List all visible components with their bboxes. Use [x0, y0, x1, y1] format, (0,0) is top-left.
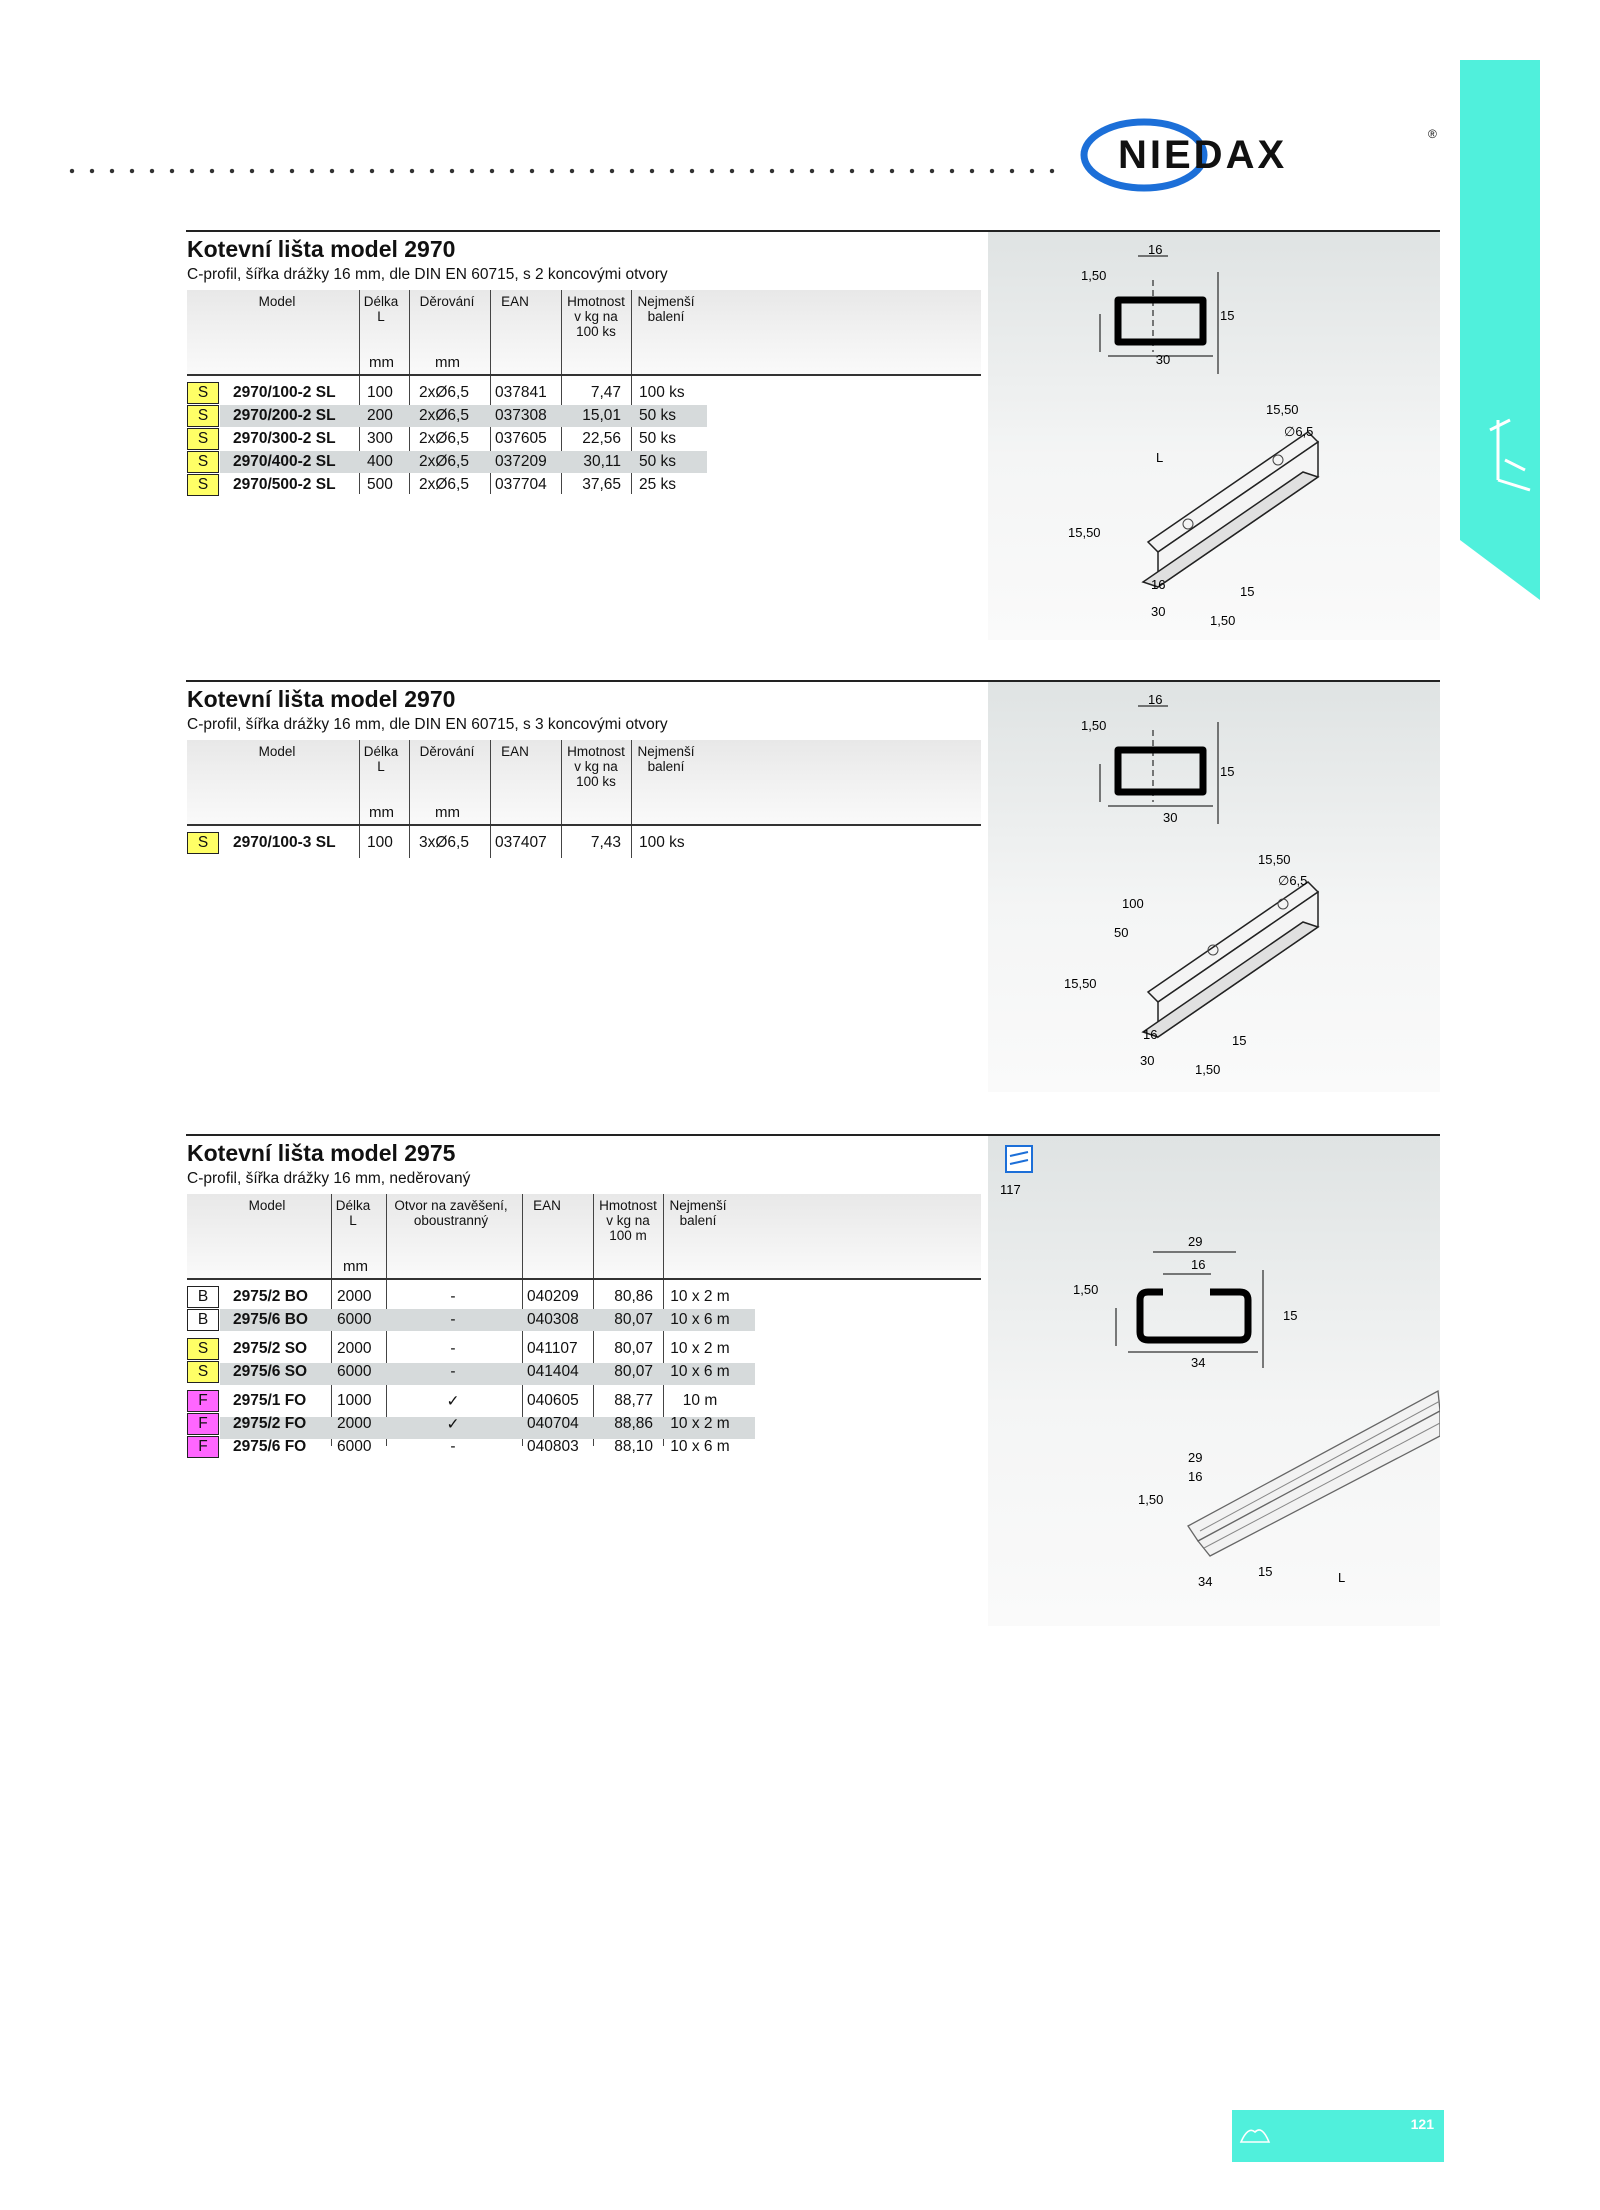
cell-model: 2975/6 BO	[233, 1311, 308, 1328]
cell-packaging: 10 x 2 m	[670, 1288, 730, 1305]
section-3-table-header	[187, 1194, 981, 1280]
cell-length: 400	[367, 453, 393, 470]
iso-d: 15	[1240, 584, 1255, 599]
dim-bottom: 30	[1163, 810, 1178, 825]
iso-b: 15,50	[1068, 525, 1101, 540]
iso-c: 1,50	[1138, 1492, 1164, 1507]
cell-model: 2970/300-2 SL	[233, 430, 336, 447]
cell-perforation: 2xØ6,5	[419, 453, 469, 470]
col-ean: EAN	[533, 1198, 561, 1213]
section-2-table-header	[187, 740, 981, 826]
unit-length: mm	[369, 354, 394, 371]
side-tab	[1460, 60, 1540, 600]
cell-weight: 22,56	[582, 430, 621, 447]
cell-length: 2000	[337, 1415, 372, 1432]
table-row	[187, 451, 981, 473]
code-badge: S	[187, 1361, 219, 1383]
cell-model: 2970/500-2 SL	[233, 476, 336, 493]
dim-top-a: 29	[1188, 1234, 1203, 1249]
table-row	[187, 382, 981, 404]
iso-b: 16	[1188, 1469, 1203, 1484]
iso-b: 15,50	[1064, 976, 1097, 991]
cell-length: 1000	[337, 1392, 372, 1409]
cell-weight: 7,47	[590, 384, 621, 401]
cell-model: 2970/100-3 SL	[233, 834, 336, 851]
cell-packaging: 100 ks	[639, 834, 685, 851]
iso-f: 1,50	[1195, 1062, 1221, 1077]
col-packaging: Nejmenší balení	[669, 1198, 727, 1228]
cell-packaging: 10 x 6 m	[670, 1363, 730, 1380]
table-row	[187, 1436, 981, 1458]
iso-len: L	[1338, 1570, 1346, 1585]
iso-hole: ∅6,5	[1278, 873, 1308, 888]
code-badge: F	[187, 1390, 219, 1412]
col-weight: Hmotnost v kg na 100 ks	[567, 294, 625, 339]
col-weight: Hmotnost v kg na 100 m	[599, 1198, 657, 1243]
col-hanging: Otvor na zavěšení, oboustranný	[394, 1198, 508, 1228]
cell-ean: 037308	[495, 407, 547, 424]
cell-hanging: -	[450, 1363, 456, 1380]
table-row	[187, 405, 981, 427]
section-3-subtitle: C-profil, šířka drážky 16 mm, neděrovaný	[187, 1170, 471, 1187]
table-row	[187, 1338, 981, 1360]
iso-mid: 50	[1114, 925, 1129, 940]
cell-length: 300	[367, 430, 393, 447]
cell-perforation: 2xØ6,5	[419, 430, 469, 447]
unit-perf: mm	[435, 804, 460, 821]
cell-model: 2975/2 SO	[233, 1340, 308, 1357]
cell-perforation: 2xØ6,5	[419, 384, 469, 401]
section-2-title: Kotevní lišta model 2970	[187, 686, 456, 712]
cell-packaging: 50 ks	[639, 453, 677, 470]
col-weight: Hmotnost v kg na 100 ks	[567, 744, 625, 789]
dim-left: 1,50	[1081, 718, 1107, 733]
iso-c: 16	[1143, 1027, 1158, 1042]
col-perforation: Děrování	[419, 294, 475, 309]
section-3-title: Kotevní lišta model 2975	[187, 1140, 456, 1166]
cell-ean: 037605	[495, 430, 547, 447]
cell-hanging: ✓	[446, 1416, 460, 1433]
section-3-drawing-panel	[988, 1136, 1440, 1626]
cell-weight: 88,10	[614, 1438, 653, 1455]
cell-length: 200	[367, 407, 393, 424]
iso-d: 15	[1258, 1564, 1273, 1579]
cell-packaging: 25 ks	[639, 476, 677, 493]
cell-weight: 88,86	[614, 1415, 653, 1432]
cell-ean: 040605	[527, 1392, 579, 1409]
code-badge: S	[187, 832, 219, 854]
cell-hanging: ✓	[446, 1393, 460, 1410]
code-badge: S	[187, 451, 219, 473]
code-badge: F	[187, 1413, 219, 1435]
cell-packaging: 50 ks	[639, 407, 677, 424]
cell-ean: 040704	[527, 1415, 579, 1432]
cell-ean: 041107	[527, 1340, 578, 1357]
cell-hanging: -	[450, 1311, 456, 1328]
cell-length: 500	[367, 476, 393, 493]
cell-ean: 037209	[495, 453, 547, 470]
cell-weight: 7,43	[590, 834, 621, 851]
code-badge: S	[187, 1338, 219, 1360]
col-model: Model	[258, 294, 296, 309]
cell-weight: 80,07	[614, 1363, 653, 1380]
cell-ean: 040803	[527, 1438, 579, 1455]
cell-hanging: -	[450, 1438, 456, 1455]
cell-perforation: 2xØ6,5	[419, 476, 469, 493]
page-number: 121	[1410, 2116, 1434, 2132]
dim-right: 15	[1220, 764, 1235, 779]
section-1-title: Kotevní lišta model 2970	[187, 236, 456, 262]
code-badge: B	[187, 1286, 219, 1308]
cell-model: 2970/200-2 SL	[233, 407, 336, 424]
section-2-drawing-panel	[988, 682, 1440, 1092]
col-length: Délka L	[363, 744, 399, 774]
iso-f: 1,50	[1210, 613, 1236, 628]
cell-weight: 88,77	[614, 1392, 653, 1409]
cell-model: 2975/6 FO	[233, 1438, 307, 1455]
cell-ean: 037841	[495, 384, 547, 401]
iso-e: 30	[1140, 1053, 1155, 1068]
code-badge: S	[187, 405, 219, 427]
cell-model: 2970/100-2 SL	[233, 384, 336, 401]
cell-weight: 80,07	[614, 1340, 653, 1357]
hand-icon	[1238, 2122, 1272, 2148]
dim-bottom: 30	[1155, 352, 1171, 367]
cell-packaging: 10 x 2 m	[670, 1415, 730, 1432]
cell-length: 6000	[337, 1363, 372, 1380]
cell-perforation: 2xØ6,5	[419, 407, 469, 424]
col-perforation: Děrování	[419, 744, 475, 759]
ref-icon	[1006, 1146, 1032, 1172]
code-badge: F	[187, 1436, 219, 1458]
brand-name: NIEDAX	[1118, 133, 1288, 177]
iso-hole: ∅6,5	[1284, 424, 1314, 439]
cell-model: 2970/400-2 SL	[233, 453, 336, 470]
cell-ean: 037407	[495, 834, 547, 851]
cell-packaging: 10 m	[682, 1392, 718, 1409]
cell-ean: 041404	[527, 1363, 579, 1380]
section-2-subtitle: C-profil, šířka drážky 16 mm, dle DIN EN 60715, s 3 koncovými otvory	[187, 716, 668, 733]
registered-mark: ®	[1428, 127, 1437, 141]
col-ean: EAN	[501, 294, 529, 309]
dim-right: 15	[1220, 308, 1235, 323]
cell-length: 2000	[337, 1340, 372, 1357]
unit-perf: mm	[435, 354, 460, 371]
section-1-table-header	[187, 290, 981, 376]
cell-perforation: 3xØ6,5	[419, 834, 469, 851]
iso-a: 15,50	[1258, 852, 1291, 867]
iso-c: 16	[1151, 577, 1166, 592]
cell-ean: 040209	[527, 1288, 579, 1305]
col-model: Model	[248, 1198, 286, 1213]
cell-packaging: 10 x 2 m	[670, 1340, 730, 1357]
table-row	[187, 1390, 981, 1412]
col-model: Model	[258, 744, 296, 759]
table-row	[187, 832, 981, 854]
dim-bottom: 34	[1191, 1355, 1206, 1370]
col-ean: EAN	[501, 744, 529, 759]
cell-hanging: -	[450, 1340, 456, 1357]
cell-length: 6000	[337, 1438, 372, 1455]
cell-weight: 80,07	[614, 1311, 653, 1328]
table-row	[187, 428, 981, 450]
cell-length: 100	[367, 834, 393, 851]
dim-right: 15	[1283, 1308, 1298, 1323]
table-row	[187, 1413, 981, 1435]
cell-weight: 37,65	[582, 476, 621, 493]
dim-top-b: 16	[1191, 1257, 1206, 1272]
code-badge: S	[187, 474, 219, 496]
dotted-leader	[62, 168, 1062, 174]
cell-ean: 040308	[527, 1311, 579, 1328]
cell-weight: 15,01	[582, 407, 621, 424]
iso-a: 29	[1188, 1450, 1203, 1465]
col-length: Délka L	[363, 294, 399, 324]
cell-length: 2000	[337, 1288, 372, 1305]
cell-packaging: 50 ks	[639, 430, 677, 447]
page-footer	[1232, 2110, 1444, 2162]
cell-hanging: -	[450, 1288, 456, 1305]
cell-packaging: 10 x 6 m	[670, 1311, 730, 1328]
section-1-drawing-panel	[988, 232, 1440, 640]
cell-model: 2975/6 SO	[233, 1363, 308, 1380]
iso-len: L	[1156, 450, 1164, 465]
unit-length: mm	[369, 804, 394, 821]
dim-left: 1,50	[1081, 268, 1107, 283]
iso-a: 15,50	[1266, 402, 1299, 417]
table-row	[187, 1361, 981, 1383]
dim-top: 16	[1148, 692, 1163, 707]
dim-left: 1,50	[1073, 1282, 1099, 1297]
code-badge: S	[187, 382, 219, 404]
cell-weight: 80,86	[614, 1288, 653, 1305]
niedax-logo	[1078, 118, 1440, 192]
unit-length: mm	[343, 1258, 368, 1275]
cell-weight: 30,11	[583, 453, 621, 470]
dim-top: 16	[1148, 242, 1163, 257]
cell-length: 100	[367, 384, 393, 401]
code-badge: B	[187, 1309, 219, 1331]
table-row	[187, 1286, 981, 1308]
section-1-subtitle: C-profil, šířka drážky 16 mm, dle DIN EN 60715, s 2 koncovými otvory	[187, 266, 668, 283]
col-packaging: Nejmenší balení	[637, 744, 695, 774]
ref-page: 117	[1000, 1182, 1021, 1197]
col-packaging: Nejmenší balení	[637, 294, 695, 324]
cell-model: 2975/1 FO	[233, 1392, 307, 1409]
iso-e: 34	[1198, 1574, 1213, 1589]
cell-ean: 037704	[495, 476, 547, 493]
iso-d: 15	[1232, 1033, 1247, 1048]
table-row	[187, 474, 981, 496]
cell-model: 2975/2 FO	[233, 1415, 307, 1432]
table-row	[187, 1309, 981, 1331]
iso-e: 30	[1151, 604, 1166, 619]
code-badge: S	[187, 428, 219, 450]
cell-length: 6000	[337, 1311, 372, 1328]
cell-packaging: 10 x 6 m	[670, 1438, 730, 1455]
iso-len: 100	[1122, 896, 1144, 911]
col-length: Délka L	[335, 1198, 371, 1228]
cell-packaging: 100 ks	[639, 384, 685, 401]
cell-model: 2975/2 BO	[233, 1288, 308, 1305]
